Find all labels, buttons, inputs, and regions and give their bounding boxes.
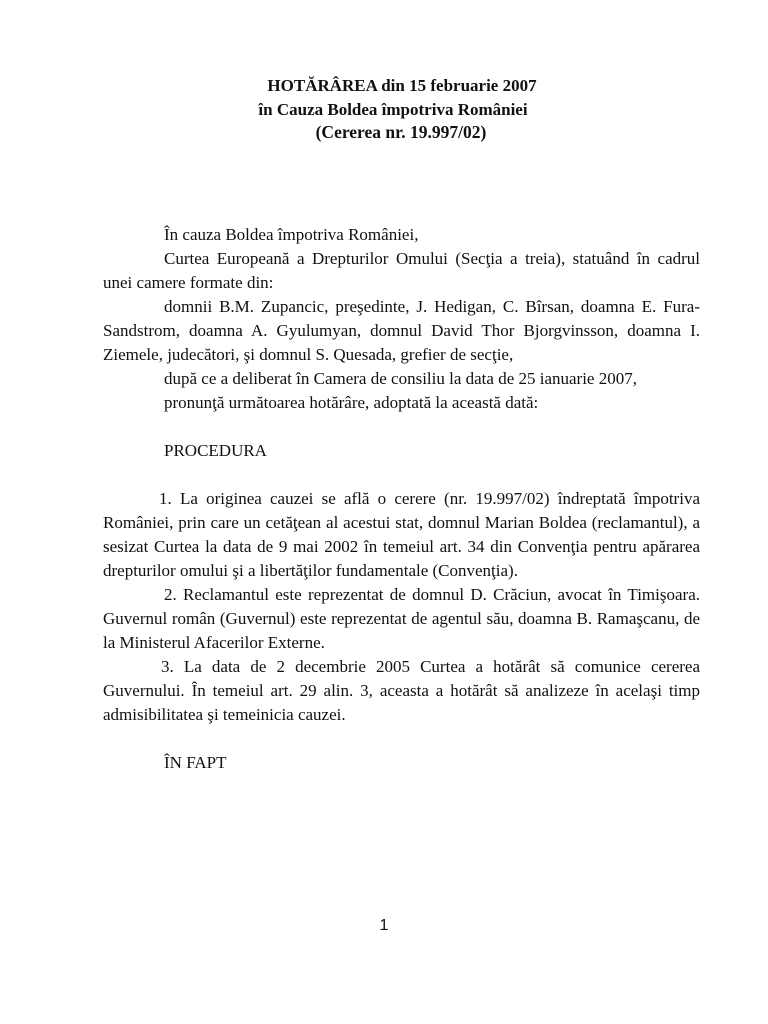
- intro-paragraph-court: Curtea Europeană a Drepturilor Omului (Secţia a treia), statuând în cadrul unei camere formate din:: [103, 249, 700, 292]
- section-heading-in-fapt: ÎN FAPT: [164, 753, 227, 772]
- page-number: 1: [379, 917, 389, 934]
- intro-paragraph-case: În cauza Boldea împotriva României,: [164, 225, 419, 244]
- paragraph-1: 1. La originea cauzei se află o cerere (nr. 19.997/02) îndreptată împotriva României, prin care un cetăţean al acestui stat, domnul Marian Boldea (reclamantul), a sesizat Curtea la data de 9 mai 2002 în temeiul art. 34 din Convenţia pentru apărarea drepturilor omului şi a libertăţilor fundamentale (Convenţia).: [103, 489, 700, 580]
- document-body: [103, 223, 700, 775]
- title-line-2: în Cauza Boldea împotriva României: [258, 100, 528, 119]
- title-line-1: HOTĂRÂREA din 15 februarie 2007: [267, 76, 537, 95]
- paragraph-3: 3. La data de 2 decembrie 2005 Curtea a hotărât să comunice cererea Guvernului. În temeiul art. 29 alin. 3, aceasta a hotărât să analizeze în acelaşi timp admisibilitatea şi temeinicia cauzei.: [103, 657, 700, 724]
- title-line-3: (Cererea nr. 19.997/02): [315, 122, 487, 142]
- intro-paragraph-pronouncement: pronunţă următoarea hotărâre, adoptată la această dată:: [164, 393, 539, 412]
- section-heading-procedura: PROCEDURA: [164, 441, 267, 460]
- paragraph-2: 2. Reclamantul este reprezentat de domnul D. Crăciun, avocat în Timişoara. Guvernul român (Guvernul) este reprezentat de agentul său, doamna B. Ramaşcanu, de la Ministerul Afacerilor Externe.: [103, 585, 700, 652]
- intro-paragraph-deliberation: după ce a deliberat în Camera de consiliu la data de 25 ianuarie 2007,: [164, 369, 637, 388]
- intro-paragraph-judges: domnii B.M. Zupancic, preşedinte, J. Hedigan, C. Bîrsan, doamna E. Fura-Sandstrom, doamna A. Gyulumyan, domnul David Thor Bjorgvinsson, doamna I. Ziemele, judecători, şi domnul S. Quesada, grefier de secţie,: [103, 297, 700, 364]
